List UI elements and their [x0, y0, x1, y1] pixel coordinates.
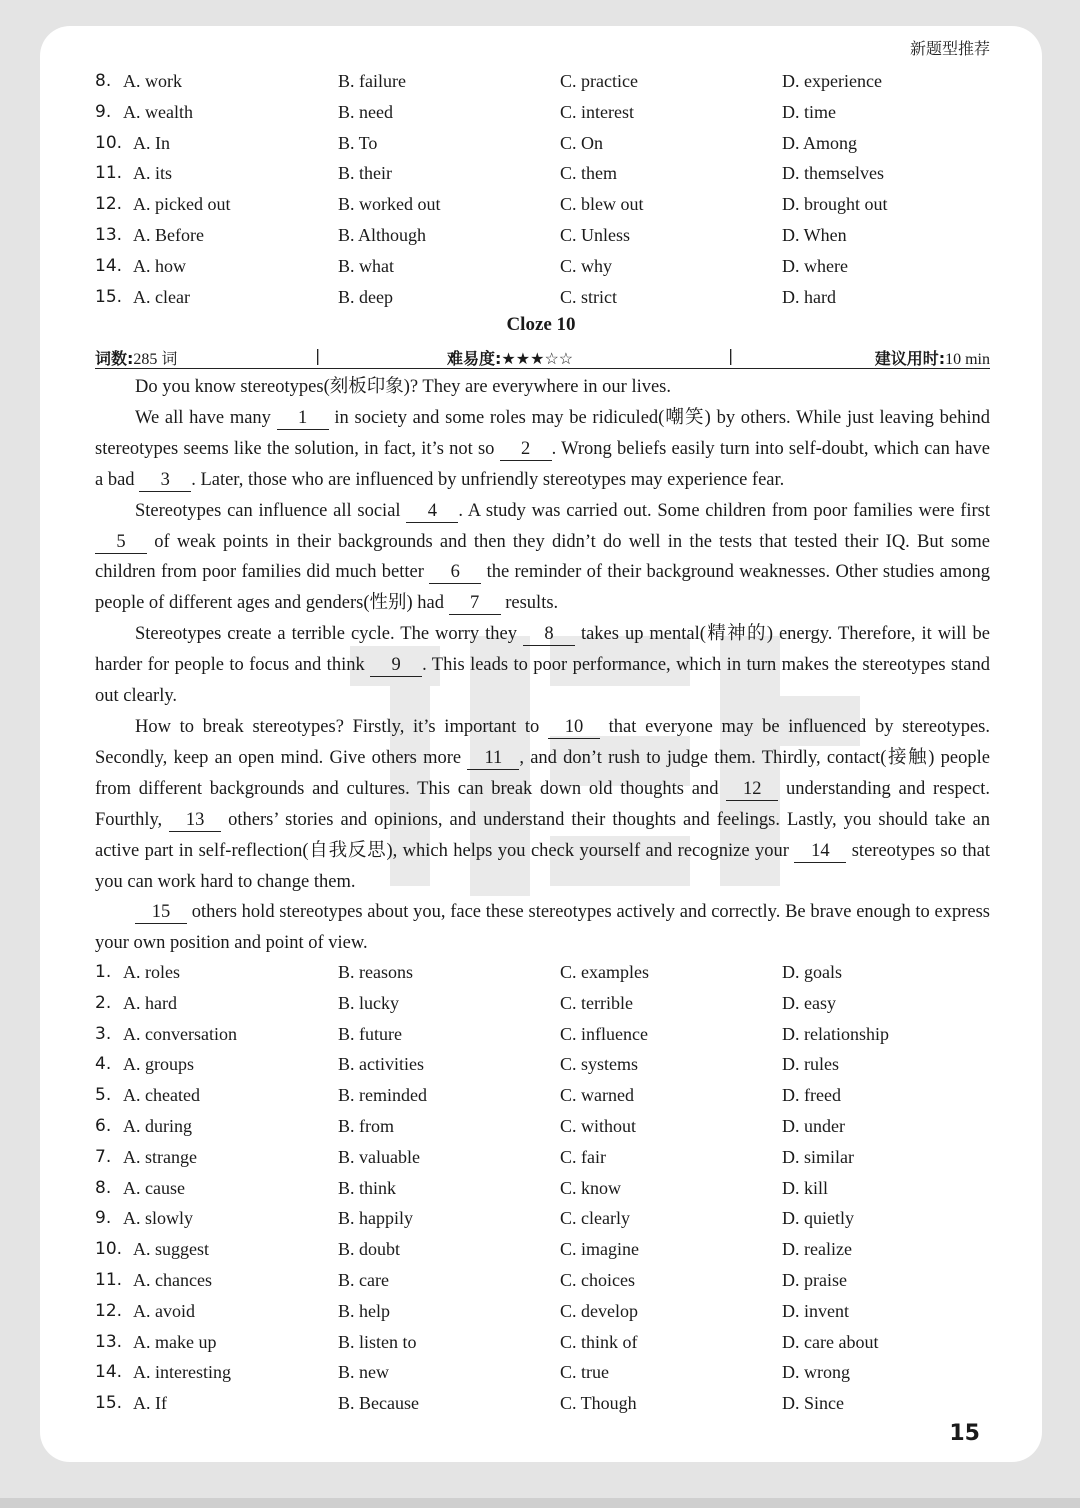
- option-row: [95, 158, 995, 189]
- blank-13: 13: [169, 809, 221, 832]
- option-c: C. terrible: [560, 992, 633, 1013]
- blank-8: 8: [523, 623, 575, 646]
- option-a: A. wealth: [123, 101, 193, 122]
- paragraph: [95, 619, 990, 712]
- info-separator: |: [315, 346, 321, 365]
- option-b: B. doubt: [338, 1239, 401, 1260]
- blank-15: 15: [135, 901, 187, 924]
- blank-9: 9: [370, 654, 422, 677]
- passage-text: stereotypes so that you can work hard to change them.: [95, 840, 990, 892]
- option-b: B. reminded: [338, 1085, 427, 1106]
- blank-10: 10: [548, 716, 600, 739]
- option-b: B. reasons: [338, 962, 413, 982]
- option-b: B. valuable: [338, 1146, 420, 1167]
- suggested-time: [875, 346, 990, 369]
- option-c: C. strict: [560, 286, 617, 307]
- question-number: 15.: [95, 286, 123, 307]
- suggested-time-value: 10 min: [945, 351, 990, 368]
- option-c: C. imagine: [560, 1239, 639, 1260]
- question-number: 1.: [95, 962, 112, 982]
- passage-text: We all have many: [135, 407, 277, 428]
- difficulty: [447, 346, 573, 369]
- suggested-time-label: 建议用时:: [874, 349, 946, 368]
- option-row: [95, 1234, 995, 1265]
- option-a: A. chances: [133, 1269, 212, 1290]
- option-d: D. goals: [782, 962, 842, 982]
- passage-text: , and don’t rush to judge them. Thirdly, contact(接触) people from different backgrounds and cultures. This can break down old thoughts and: [95, 747, 990, 799]
- passage-text: . Later, those who are influenced by unfriendly stereotypes may experience fear.: [191, 469, 785, 490]
- question-number: 2.: [95, 992, 112, 1013]
- question-number: 10.: [95, 1239, 123, 1260]
- blank-7: 7: [449, 592, 501, 615]
- option-b: B. future: [338, 1023, 402, 1044]
- option-c: C. think of: [560, 1331, 638, 1352]
- blank-5: 5: [95, 531, 147, 554]
- option-d: D. time: [782, 101, 836, 122]
- difficulty-stars: ★★★☆☆: [501, 351, 574, 368]
- option-a: A. strange: [123, 1146, 197, 1167]
- passage-text: results.: [500, 593, 559, 614]
- question-number: 11.: [95, 1269, 123, 1290]
- question-number: 15.: [95, 1393, 123, 1414]
- option-row: [95, 220, 995, 251]
- option-c: C. without: [560, 1115, 637, 1136]
- option-c: C. clearly: [560, 1208, 630, 1229]
- option-c: C. influence: [560, 1023, 648, 1044]
- option-row: [95, 1049, 995, 1080]
- option-b: B. care: [338, 1269, 389, 1290]
- option-b: B. To: [338, 132, 378, 153]
- option-row: [95, 1296, 995, 1327]
- question-number: 11.: [95, 163, 123, 184]
- option-row: [95, 1357, 995, 1388]
- option-a: A. its: [133, 163, 173, 184]
- option-row: [95, 1388, 995, 1419]
- paragraph: [95, 712, 990, 897]
- passage-text: that everyone may be influenced by stereotypes. Secondly, keep an open mind. Give others more: [95, 716, 990, 768]
- question-number: 9.: [95, 101, 112, 122]
- question-number: 10.: [95, 132, 123, 153]
- option-c: C. choices: [560, 1269, 635, 1290]
- option-row: [95, 1327, 995, 1358]
- option-a: A. roles: [123, 962, 180, 982]
- option-b: B. deep: [338, 286, 393, 307]
- option-a: A. slowly: [123, 1208, 194, 1229]
- option-c: C. Though: [560, 1393, 637, 1414]
- option-a: A. during: [123, 1115, 192, 1136]
- option-b: B. need: [338, 101, 393, 122]
- info-separator: |: [728, 346, 734, 365]
- option-b: B. failure: [338, 71, 406, 91]
- option-d: D. themselves: [782, 163, 884, 184]
- blank-14: 14: [794, 840, 846, 863]
- option-d: D. care about: [782, 1331, 879, 1352]
- cloze-title: Cloze 10: [506, 314, 576, 335]
- blank-4: 4: [406, 500, 458, 523]
- passage-text: . Wrong beliefs easily turn into self-doubt, which can have a bad: [95, 438, 990, 490]
- blank-12: 12: [726, 778, 778, 801]
- option-b: B. new: [338, 1362, 389, 1383]
- option-row: [95, 1173, 995, 1204]
- option-d: D. quietly: [782, 1208, 854, 1229]
- option-row: [95, 97, 995, 128]
- option-row: [95, 66, 995, 97]
- question-number: 7.: [95, 1146, 112, 1167]
- question-number: 13.: [95, 1331, 123, 1352]
- option-a: A. If: [133, 1393, 167, 1414]
- option-c: C. examples: [560, 962, 649, 982]
- option-c: C. systems: [560, 1054, 639, 1075]
- option-row: [95, 957, 995, 988]
- option-c: C. know: [560, 1177, 622, 1198]
- option-b: B. worked out: [338, 194, 441, 215]
- blank-6: 6: [429, 561, 481, 584]
- option-a: A. cheated: [123, 1085, 200, 1106]
- question-number: 13.: [95, 224, 123, 245]
- cloze-info-bar: [95, 344, 990, 369]
- option-a: A. avoid: [133, 1300, 195, 1321]
- word-count-value: 285 词: [133, 351, 178, 368]
- question-number: 5.: [95, 1085, 112, 1106]
- option-a: A. conversation: [123, 1023, 237, 1044]
- option-a: A. clear: [133, 286, 190, 307]
- option-row: [95, 1142, 995, 1173]
- passage-text: How to break stereotypes? Firstly, it’s important to: [135, 716, 548, 737]
- option-c: C. Unless: [560, 224, 631, 245]
- option-d: D. Since: [782, 1393, 844, 1414]
- option-a: A. work: [123, 71, 182, 91]
- question-number: 4.: [95, 1054, 112, 1075]
- option-c: C. interest: [560, 101, 634, 122]
- option-b: B. Because: [338, 1393, 419, 1414]
- option-row: [95, 1019, 995, 1050]
- passage-text: of weak points in their backgrounds and then they didn’t do well in the tests that tested their IQ. But some children from poor families did much better: [95, 531, 990, 583]
- option-c: C. fair: [560, 1146, 606, 1167]
- paragraph: [95, 897, 990, 959]
- option-a: A. suggest: [133, 1239, 209, 1260]
- passage-text: understanding and respect. Fourthly,: [95, 778, 990, 830]
- paragraph: [95, 496, 990, 620]
- question-number: 12.: [95, 194, 123, 215]
- option-d: D. When: [782, 224, 847, 245]
- passage-text: in society and some roles may be ridiculed(嘲笑) by others. While just leaving behind stereotypes seems like the solution, in fact, it’s not so: [95, 407, 990, 459]
- option-d: D. realize: [782, 1239, 852, 1260]
- passage-text: takes up mental(精神的) energy. Therefore, it will be harder for people to focus and think: [95, 624, 990, 676]
- option-b: B. activities: [338, 1054, 424, 1075]
- option-c: C. practice: [560, 71, 638, 91]
- option-b: B. listen to: [338, 1331, 417, 1352]
- option-a: A. In: [133, 132, 170, 153]
- question-number: 12.: [95, 1300, 123, 1321]
- option-a: A. groups: [123, 1054, 194, 1075]
- passage-text: others hold stereotypes about you, face these stereotypes actively and correctly. Be brave enough to express your own position and point of view.: [95, 902, 990, 954]
- option-row: [95, 1265, 995, 1296]
- option-c: C. On: [560, 132, 604, 153]
- option-d: D. relationship: [782, 1023, 889, 1044]
- blank-2: 2: [500, 438, 552, 461]
- option-d: D. wrong: [782, 1362, 850, 1383]
- option-c: C. why: [560, 255, 613, 276]
- option-row: [95, 1111, 995, 1142]
- option-b: B. happily: [338, 1208, 413, 1229]
- option-d: D. freed: [782, 1085, 841, 1106]
- passage-text: the reminder of their background weaknesses. Other studies among people of different ages and genders(性别) had: [95, 562, 990, 614]
- option-row: [95, 1080, 995, 1111]
- option-d: D. similar: [782, 1146, 854, 1167]
- question-number: 8.: [95, 1177, 112, 1198]
- option-a: A. make up: [133, 1331, 217, 1352]
- option-d: D. kill: [782, 1177, 829, 1198]
- header-section-tag: 新题型推荐: [909, 39, 990, 58]
- paragraph: [95, 372, 990, 403]
- blank-3: 3: [139, 469, 191, 492]
- option-d: D. under: [782, 1115, 845, 1136]
- option-d: D. where: [782, 255, 848, 276]
- option-a: A. hard: [123, 992, 177, 1013]
- option-c: C. them: [560, 163, 617, 184]
- option-b: B. help: [338, 1300, 390, 1321]
- option-row: [95, 282, 995, 313]
- option-b: B. their: [338, 163, 392, 184]
- options-list: [95, 957, 995, 1419]
- option-d: D. invent: [782, 1300, 849, 1321]
- option-b: B. think: [338, 1177, 397, 1198]
- option-b: B. Although: [338, 224, 427, 245]
- option-b: B. lucky: [338, 992, 399, 1013]
- option-row: [95, 251, 995, 282]
- question-number: 3.: [95, 1023, 112, 1044]
- option-c: C. warned: [560, 1085, 634, 1106]
- option-row: [95, 128, 995, 159]
- word-count: [95, 346, 177, 369]
- option-d: D. easy: [782, 992, 836, 1013]
- question-number: 14.: [95, 1362, 123, 1383]
- passage-text: Stereotypes create a terrible cycle. The worry they: [135, 624, 523, 645]
- option-a: A. Before: [133, 224, 204, 245]
- blank-11: 11: [467, 747, 519, 770]
- blank-1: 1: [277, 407, 329, 430]
- option-row: [95, 1203, 995, 1234]
- option-c: C. develop: [560, 1300, 638, 1321]
- option-c: C. true: [560, 1362, 609, 1383]
- question-number: 8.: [95, 71, 112, 91]
- option-c: C. blew out: [560, 194, 644, 215]
- question-number: 6.: [95, 1115, 112, 1136]
- question-number: 14.: [95, 255, 123, 276]
- page-number: 15: [949, 1421, 980, 1446]
- option-a: A. how: [133, 255, 186, 276]
- passage-text: Stereotypes can influence all social: [135, 500, 407, 521]
- passage-text: . This leads to poor performance, which in turn makes the stereotypes stand out clearly.: [95, 655, 990, 707]
- cloze-passage: [95, 372, 990, 959]
- passage-text: others’ stories and opinions, and understand their thoughts and feelings. Lastly, you should take an active part in self-reflection(自我反思), which helps you check yourself and recognize your: [95, 809, 990, 861]
- option-a: A. picked out: [133, 194, 231, 215]
- option-a: A. cause: [123, 1177, 185, 1198]
- document-page: [40, 26, 1042, 1462]
- option-a: A. interesting: [133, 1362, 231, 1383]
- passage-text: . A study was carried out. Some children from poor families were first: [458, 500, 990, 521]
- previous-options-list: [95, 66, 995, 312]
- option-d: D. Among: [782, 132, 858, 153]
- option-b: B. what: [338, 255, 394, 276]
- page-bottom-band: [0, 1498, 1080, 1508]
- passage-text: Do you know stereotypes(刻板印象)? They are everywhere in our lives.: [135, 377, 672, 397]
- option-d: D. experience: [782, 71, 882, 91]
- option-d: D. brought out: [782, 194, 888, 215]
- difficulty-label: 难易度:: [447, 349, 502, 368]
- option-b: B. from: [338, 1115, 394, 1136]
- option-d: D. praise: [782, 1269, 847, 1290]
- option-d: D. rules: [782, 1054, 839, 1075]
- question-number: 9.: [95, 1208, 112, 1229]
- option-d: D. hard: [782, 286, 836, 307]
- option-row: [95, 988, 995, 1019]
- paragraph: [95, 403, 990, 496]
- option-row: [95, 189, 995, 220]
- word-count-label: 词数:: [95, 349, 134, 368]
